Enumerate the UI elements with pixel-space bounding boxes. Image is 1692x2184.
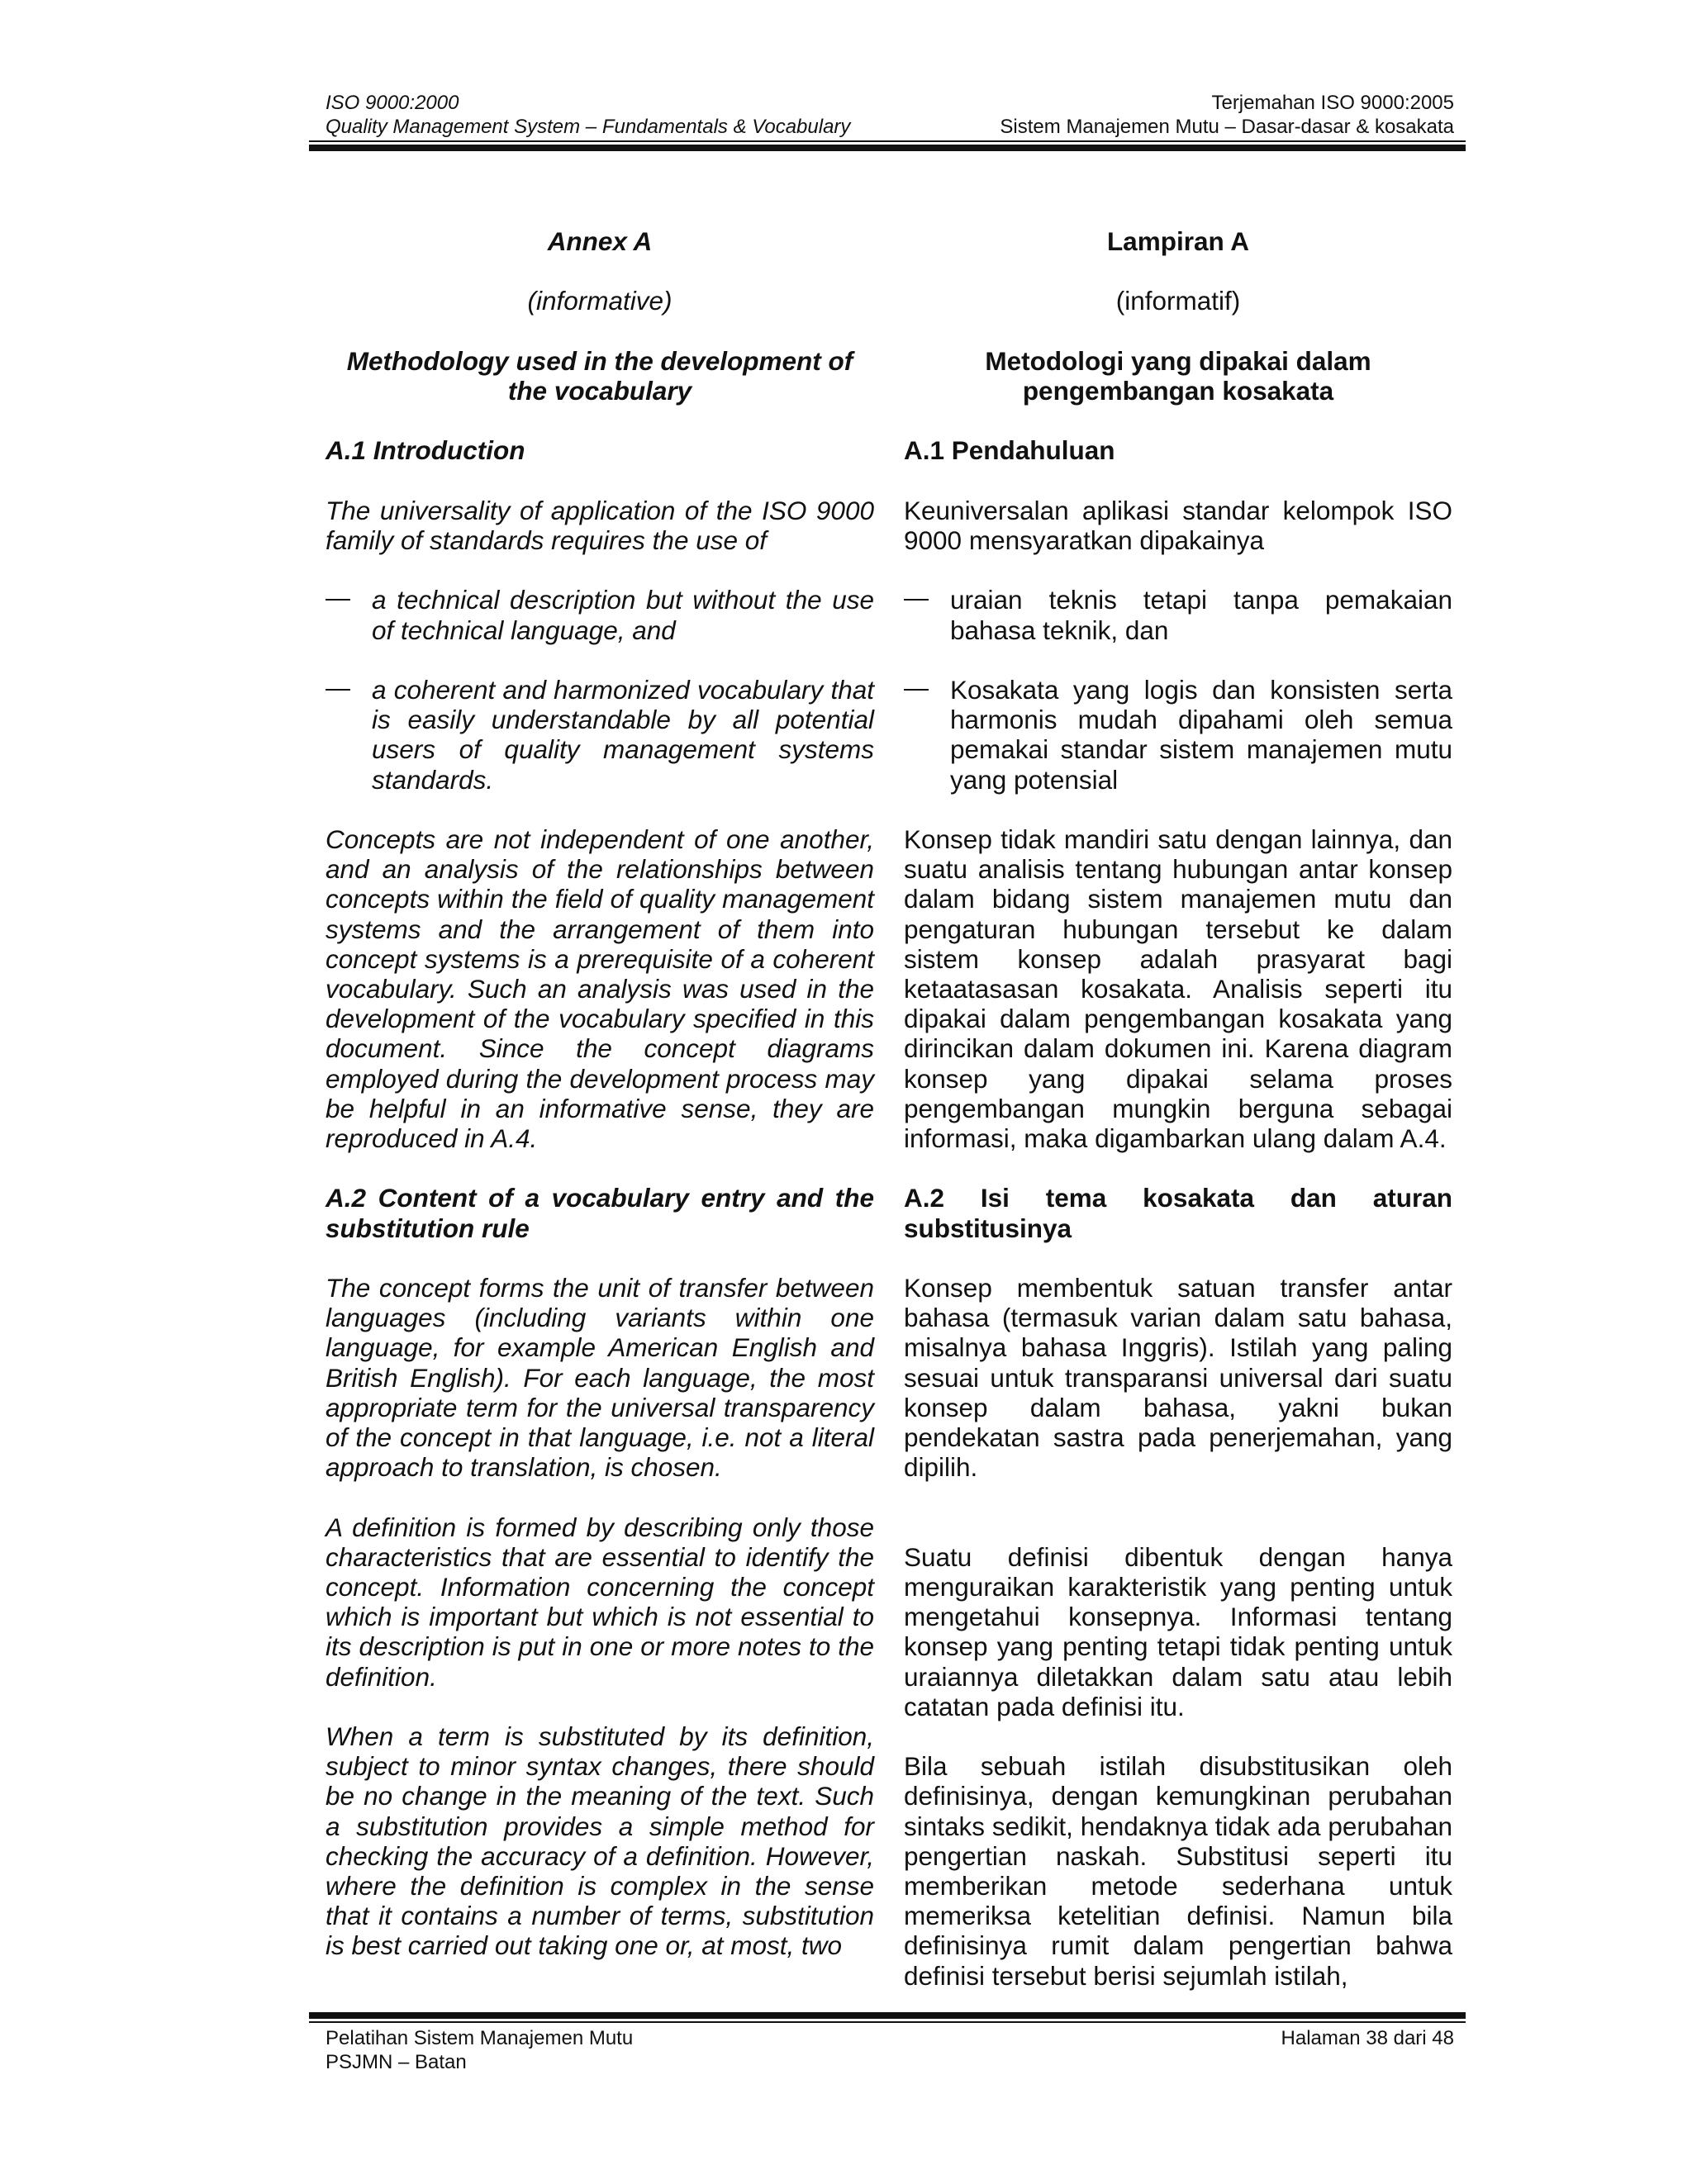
annex-title: Annex A — [547, 226, 653, 256]
section-heading: A.1 Introduction — [326, 435, 525, 466]
dash-bullet-icon — [326, 599, 350, 601]
list-item-text: uraian teknis tetapi tanpa pemakaian bahasa teknik, dan — [950, 585, 1452, 645]
annex-subtitle: Metodologi yang dipakai dalam pengembangan kosakata — [985, 345, 1371, 406]
dash-bullet-icon — [904, 689, 929, 691]
page-number: Halaman 38 dari 48 — [1281, 2027, 1454, 2049]
paragraph: Konsep tidak mandiri satu dengan lainnya, dan suatu analisis tentang hubungan antar konsep dalam bidang sistem manajemen mutu dan pengaturan hubungan tersebut ke dalam sistem konsep adalah prasyarat bagi ketaatasasan kosakata. Analisis seperti itu dipakai dalam pengembangan kosakata yang dirincikan dalam dokumen ini. Karena diagram konsep yang dipakai selama proses pengembangan mungkin berguna sebagai informasi, maka digambarkan ulang dalam A.4. — [904, 824, 1452, 1153]
annex-subtitle: Methodology used in the development of the vocabulary — [346, 345, 853, 406]
dash-bullet-icon — [326, 689, 350, 691]
paragraph: Konsep membentuk satuan transfer antar bahasa (termasuk varian dalam satu bahasa, misalnya bahasa Inggris). Istilah yang paling sesuai untuk transparansi universal dari suatu konsep dalam bahasa, yakni bukan pendekatan sastra pada penerjemahan, yang dipilih. — [904, 1272, 1452, 1483]
paragraph: The concept forms the unit of transfer between languages (including variants within one language, for example American English and British English). For each language, the most appropriate term for the universal transparency of the concept in that language, i.e. not a literal approach to translation, is chosen. — [326, 1272, 874, 1483]
list-item-text: a coherent and harmonized vocabulary that is easily understandable by all potential users of quality management systems standards. — [372, 674, 874, 795]
footer-left — [326, 2026, 633, 2074]
footer-course-name: Pelatihan Sistem Manajemen Mutu — [326, 2027, 634, 2049]
indonesian-column — [904, 226, 1452, 1991]
header-divider-thick — [309, 145, 1466, 151]
list-item — [326, 585, 874, 644]
header-divider-thin — [309, 140, 1466, 142]
list-item — [904, 675, 1452, 795]
paragraph: Bila sebuah istilah disubstitusikan oleh definisinya, dengan kemungkinan perubahan sintaks sedikit, hendaknya tidak ada perubahan pengertian naskah. Substitusi seperti itu memberikan metode sederhana untuk memeriksa ketelitian definisi. Namun bila definisinya rumit dalam pengertian bahwa definisi tersebut berisi sejumlah istilah, — [904, 1751, 1452, 1991]
section-heading: A.2 Content of a vocabulary entry and the substitution rule — [326, 1183, 874, 1243]
header-left — [326, 91, 850, 139]
header-standard-title: Quality Management System – Fundamentals & Vocabulary — [326, 116, 851, 138]
annex-type: (informative) — [527, 286, 673, 316]
header-right — [1000, 91, 1454, 139]
footer-divider-thin — [309, 2021, 1466, 2023]
header-standard-code: ISO 9000:2000 — [326, 92, 459, 114]
list-item-text: Kosakata yang logis dan konsisten serta harmonis mudah dipahami oleh semua pemakai standar sistem manajemen mutu yang potensial — [950, 674, 1452, 795]
annex-type: (informatif) — [1115, 286, 1241, 316]
list-item — [904, 585, 1452, 644]
header-translation-title: Sistem Manajemen Mutu – Dasar-dasar & kosakata — [1000, 116, 1454, 138]
annex-title: Lampiran A — [1106, 226, 1250, 256]
footer-organization: PSJMN – Batan — [326, 2051, 467, 2073]
dash-bullet-icon — [904, 599, 929, 601]
english-column — [326, 226, 874, 1961]
list-item — [326, 675, 874, 795]
paragraph: When a term is substituted by its definition, subject to minor syntax changes, there should be no change in the meaning of the text. Such a substitution provides a simple method for checking the accuracy of a definition. However, where the definition is complex in the sense that it contains a number of terms, substitution is best carried out taking one or, at most, two — [326, 1721, 874, 1961]
section-heading: A.2 Isi tema kosakata dan aturan substitusinya — [904, 1183, 1452, 1243]
paragraph: A definition is formed by describing only those characteristics that are essential to identify the concept. Information concerning the concept which is important but which is not essential to its description is put in one or more notes to the definition. — [326, 1512, 874, 1692]
paragraph: Suatu definisi dibentuk dengan hanya menguraikan karakteristik yang penting untuk mengetahui konsepnya. Informasi tentang konsep yang penting tetapi tidak penting untuk uraiannya diletakkan dalam satu atau lebih catatan pada definisi itu. — [904, 1541, 1452, 1721]
list-item-text: a technical description but without the use of technical language, and — [372, 585, 874, 645]
footer-right — [1281, 2026, 1454, 2050]
section-heading: A.1 Pendahuluan — [904, 435, 1115, 466]
paragraph: Keuniversalan aplikasi standar kelompok ISO 9000 mensyaratkan dipakainya — [904, 495, 1452, 555]
footer-divider-thick — [309, 2012, 1466, 2019]
paragraph: The universality of application of the ISO 9000 family of standards requires the use of — [326, 495, 874, 555]
header-translation-code: Terjemahan ISO 9000:2005 — [1211, 92, 1454, 114]
paragraph: Concepts are not independent of one another, and an analysis of the relationships between concepts within the field of quality management systems and the arrangement of them into concept systems is a prerequisite of a coherent vocabulary. Such an analysis was used in the development of the vocabulary specified in this document. Since the concept diagrams employed during the development process may be helpful in an informative sense, they are reproduced in A.4. — [326, 824, 874, 1153]
